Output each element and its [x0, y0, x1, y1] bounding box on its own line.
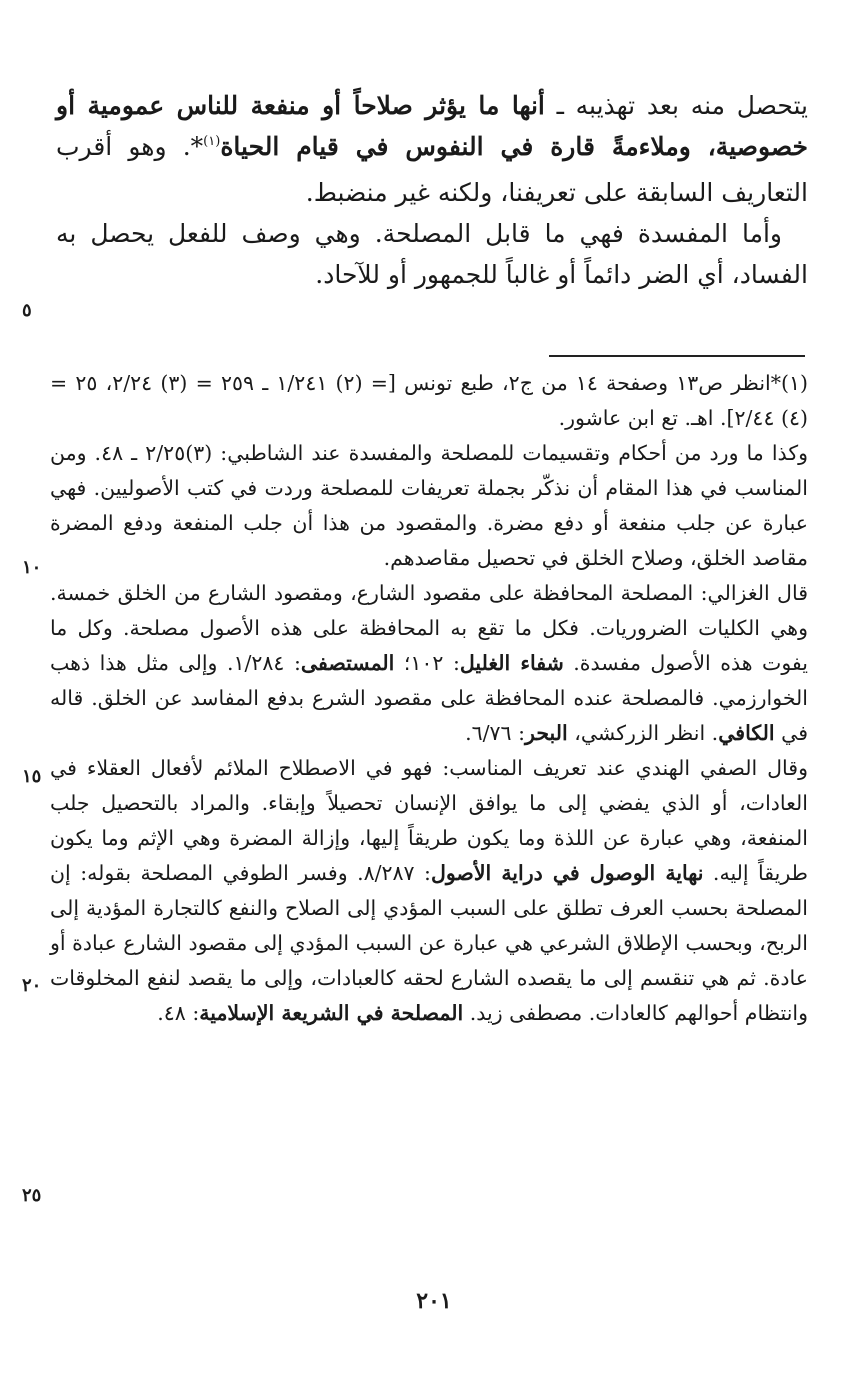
book-title: المستصفى [300, 651, 395, 675]
footnote-text: وقال الصفي الهندي عند تعريف المناسب: فهو في الاصطلاح الملائم لأفعال العقلاء في العادات، أو الذي يفضي إلى ما يوافق الإنسان تحصيلاً وإبقاء. والمراد بالتحصيل جلب المنفعة، وهي عبارة عن اللذة وما يكون طريقاً إليها، وإزالة المضرة وهي الإثم وما يكون طريقاً إليه. [50, 756, 808, 885]
footnote-text: : ٤٨. [157, 1001, 200, 1025]
footnote-paragraph-shatibi: وكذا ما ورد من أحكام وتقسيمات للمصلحة والمفسدة عند الشاطبي: (٣)٢/٢٥ ـ ٤٨. ومن المناسب في هذا المقام أن نذكّر بجملة تعريفات للمصلحة وردت في كتب الأصوليين. فهي عبارة عن جلب منفعة أو دفع مضرة. والمقصود من هذا أن جلب المنفعة ودفع المضرة مقاصد الخلق، وصلاح الخلق في تحصيل مقاصدهم. [50, 441, 808, 570]
book-title: البحر [525, 721, 568, 745]
page-number: ٢٠١ [416, 1288, 452, 1314]
line-number: ٢٠ [22, 975, 42, 996]
book-title: الكافي [718, 721, 775, 745]
footnote-divider [549, 355, 805, 357]
footnote-text: : ١٠٢؛ [394, 651, 460, 675]
footnote-text: قال الغزالي: المصلحة المحافظة على مقصود الشارع، ومقصود الشارع من الخلق خمسة. وهي الكليات الضروريات. فكل ما تقع به المحافظة على هذه الأصول مصلحة. وكل ما يفوت هذه الأصول مفسدة. [50, 581, 808, 675]
line-number: ٥ [22, 300, 32, 321]
footnote-text: : ١/٢٨٤. وإلى مثل هذا ذهب الخوارزمي. فالمصلحة عنده المحافظة على مقصود الشرع بدفع المفاسد عن الخلق. قاله في [50, 651, 808, 745]
footnote-1: (١)*انظر ص١٣ وصفحة ١٤ من ج٢، طبع تونس [= (٢) ١/٢٤١ ـ ٢٥٩ = (٣) ٢/٢٤، ٢٥ = (٤) ٢/٤٤]. اهـ. تع ابن عاشور. [50, 371, 809, 430]
definition-bold: أنها ما يؤثر صلاحاً أو منفعة للناس عمومية أو خصوصية، وملاءمةً قارة في النفوس في قيام الحياة [56, 91, 808, 161]
body-paragraph-2: وأما المفسدة فهي ما قابل المصلحة. وهي وصف للفعل يحصل به الفساد، أي الضر دائماً أو غالباً للجمهور أو للآحاد. [56, 219, 808, 289]
footnote-paragraph-ghazali [50, 576, 808, 751]
footnote-reference[interactable]: (١) [203, 134, 221, 149]
body-text: يتحصل منه بعد تهذيبه ـ [544, 91, 808, 120]
line-number: ١٠ [22, 557, 42, 578]
main-text [56, 85, 808, 295]
body-paragraph-1 [56, 85, 808, 213]
book-title: نهاية الوصول في دراية الأصول [430, 861, 704, 885]
body-text: *. وهو أقرب التعاريف السابقة على تعريفنا، ولكنه غير منضبط. [56, 132, 808, 207]
footnotes [50, 366, 808, 1031]
line-number: ٢٥ [22, 1185, 42, 1206]
footnote-text: . انظر الزركشي، [567, 721, 719, 745]
footnote-text: : ٦/٧٦. [465, 721, 526, 745]
book-title: المصلحة في الشريعة الإسلامية [199, 1001, 464, 1025]
footnote-text: : ٨/٢٨٧. وفسر الطوفي المصلحة بقوله: إن المصلحة بحسب العرف تطلق على السبب المؤدي إلى الصلاح والنفع كالتجارة المؤدية إلى الربح، وبحسب الإطلاق الشرعي هي عبارة عن السبب المؤدي إلى مقصود الشارع عبادة أو عادة. ثم هي تنقسم إلى ما يقصده الشارع لحقه كالعبادات، وإلى ما يقصد لنفع المخلوقات وانتظام أحوالهم كالعادات. مصطفى زيد. [50, 861, 808, 1025]
line-number: ١٥ [22, 766, 42, 787]
book-title: شفاء الغليل [459, 651, 564, 675]
footnote-paragraph-hindi [50, 751, 808, 1031]
